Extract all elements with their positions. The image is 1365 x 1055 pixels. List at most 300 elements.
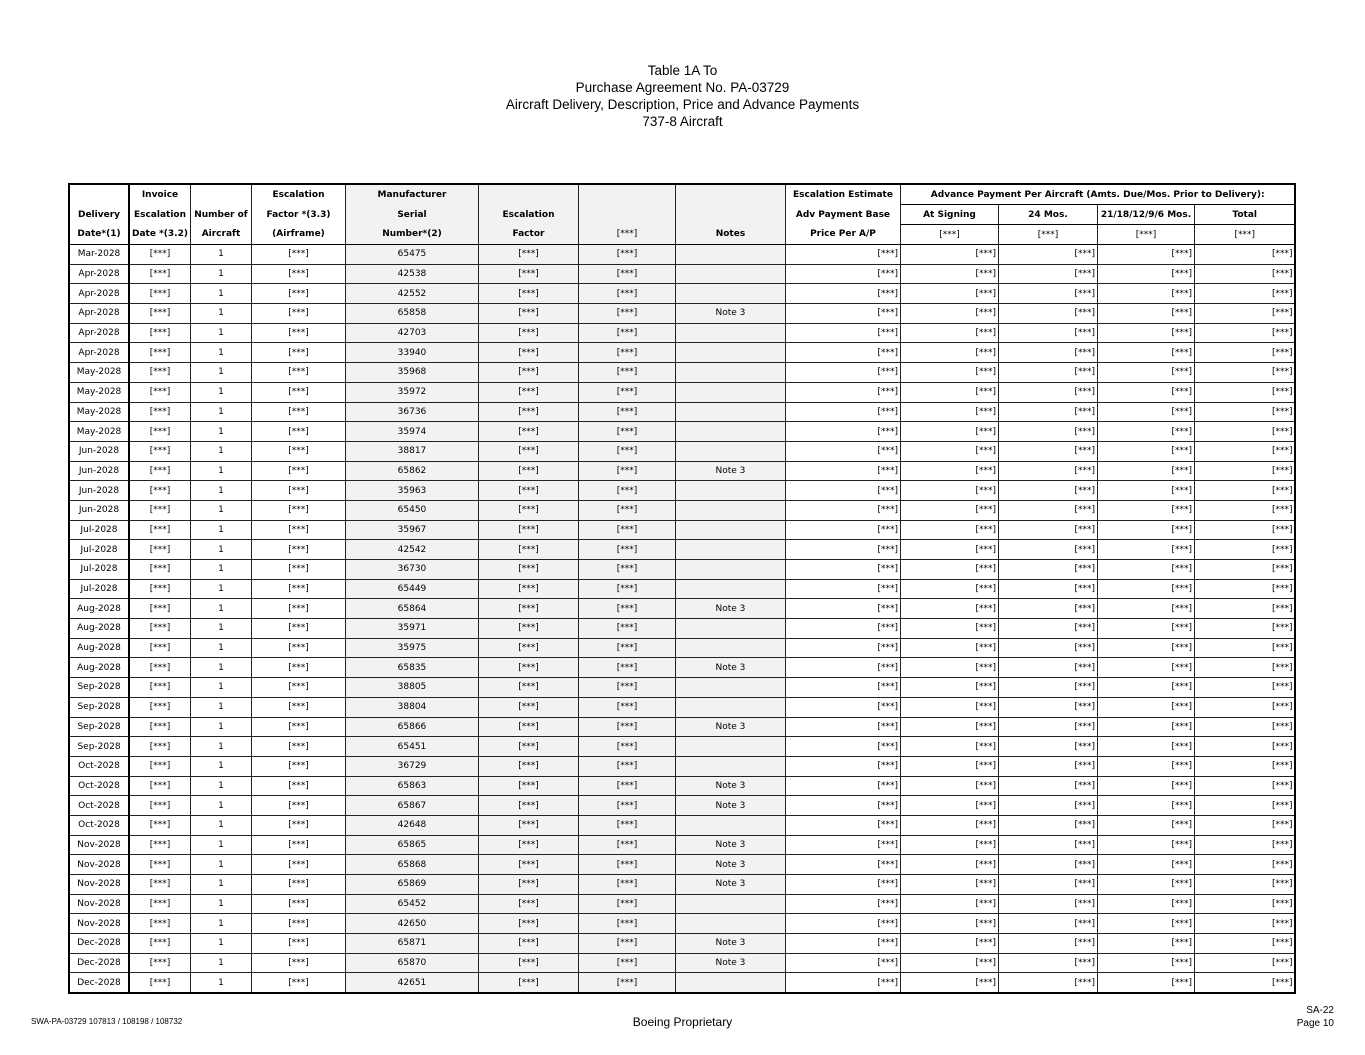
escalation-factor-airframe-cell: [***] (251, 678, 345, 698)
redacted-value-cell: [***] (578, 520, 675, 540)
number-of-aircraft-cell: 1 (190, 560, 251, 580)
notes-cell (675, 343, 785, 363)
number-of-aircraft-cell: 1 (190, 934, 251, 954)
payment-24-mos-cell: [***] (998, 835, 1097, 855)
escalation-factor-cell: [***] (478, 441, 578, 461)
header-at-signing: At Signing (900, 205, 998, 225)
adv-payment-base-price-cell: [***] (785, 737, 900, 757)
at-signing-cell: [***] (900, 638, 998, 658)
invoice-escalation-date-cell: [***] (129, 934, 190, 954)
header-total-redacted: [***] (1194, 225, 1295, 245)
at-signing-cell: [***] (900, 402, 998, 422)
invoice-escalation-date-cell: [***] (129, 815, 190, 835)
escalation-factor-cell: [***] (478, 481, 578, 501)
escalation-factor-airframe-cell: [***] (251, 264, 345, 284)
adv-payment-base-price-cell: [***] (785, 855, 900, 875)
delivery-date-cell: Apr-2028 (69, 304, 129, 324)
table-row (69, 441, 1295, 461)
escalation-factor-cell: [***] (478, 363, 578, 383)
number-of-aircraft-cell: 1 (190, 245, 251, 265)
redacted-value-cell: [***] (578, 323, 675, 343)
total-cell: [***] (1194, 560, 1295, 580)
redacted-value-cell: [***] (578, 973, 675, 993)
table-row (69, 678, 1295, 698)
redacted-value-cell: [***] (578, 540, 675, 560)
payment-24-mos-cell: [***] (998, 599, 1097, 619)
table-row (69, 796, 1295, 816)
invoice-escalation-date-cell: [***] (129, 402, 190, 422)
escalation-factor-cell: [***] (478, 284, 578, 304)
notes-cell (675, 363, 785, 383)
delivery-date-cell: Jun-2028 (69, 500, 129, 520)
payment-21-18-12-9-6-mos-cell: [***] (1097, 717, 1194, 737)
escalation-factor-airframe-cell: [***] (251, 481, 345, 501)
payment-24-mos-cell: [***] (998, 638, 1097, 658)
adv-payment-base-price-cell: [***] (785, 560, 900, 580)
escalation-factor-airframe-cell: [***] (251, 461, 345, 481)
adv-payment-base-price-cell: [***] (785, 481, 900, 501)
number-of-aircraft-cell: 1 (190, 304, 251, 324)
delivery-date-cell: Jul-2028 (69, 540, 129, 560)
adv-payment-base-price-cell: [***] (785, 835, 900, 855)
invoice-escalation-date-cell: [***] (129, 697, 190, 717)
notes-cell (675, 245, 785, 265)
payment-24-mos-cell: [***] (998, 284, 1097, 304)
notes-cell (675, 422, 785, 442)
total-cell: [***] (1194, 402, 1295, 422)
table-row (69, 914, 1295, 934)
number-of-aircraft-cell: 1 (190, 520, 251, 540)
payment-24-mos-cell: [***] (998, 776, 1097, 796)
payment-24-mos-cell: [***] (998, 914, 1097, 934)
header-esc-airframe: Factor *(3.3) (251, 205, 345, 225)
header-serial: Serial (345, 205, 478, 225)
invoice-escalation-date-cell: [***] (129, 776, 190, 796)
escalation-factor-cell: [***] (478, 304, 578, 324)
header-number (190, 184, 251, 205)
at-signing-cell: [***] (900, 678, 998, 698)
at-signing-cell: [***] (900, 875, 998, 895)
footer-proprietary: Boeing Proprietary (632, 1015, 733, 1029)
total-cell: [***] (1194, 245, 1295, 265)
invoice-escalation-date-cell: [***] (129, 304, 190, 324)
invoice-escalation-date-cell: [***] (129, 638, 190, 658)
adv-payment-base-price-cell: [***] (785, 520, 900, 540)
number-of-aircraft-cell: 1 (190, 756, 251, 776)
number-of-aircraft-cell: 1 (190, 500, 251, 520)
delivery-date-cell: Dec-2028 (69, 953, 129, 973)
header-21-18-12-9-6-mos: 21/18/12/9/6 Mos. (1097, 205, 1194, 225)
delivery-date-cell: Jul-2028 (69, 579, 129, 599)
adv-payment-base-price-cell: [***] (785, 953, 900, 973)
payment-24-mos-cell: [***] (998, 737, 1097, 757)
payment-21-18-12-9-6-mos-cell: [***] (1097, 835, 1194, 855)
serial-number-cell: 65449 (345, 579, 478, 599)
invoice-escalation-date-cell: [***] (129, 737, 190, 757)
escalation-factor-airframe-cell: [***] (251, 579, 345, 599)
at-signing-cell: [***] (900, 579, 998, 599)
table-row (69, 953, 1295, 973)
adv-payment-base-price-cell: [***] (785, 875, 900, 895)
payment-24-mos-cell: [***] (998, 756, 1097, 776)
escalation-factor-cell: [***] (478, 540, 578, 560)
escalation-factor-cell: [***] (478, 776, 578, 796)
header-redacted (578, 184, 675, 205)
escalation-factor-cell: [***] (478, 796, 578, 816)
delivery-date-cell: Sep-2028 (69, 717, 129, 737)
serial-number-cell: 65869 (345, 875, 478, 895)
payment-21-18-12-9-6-mos-cell: [***] (1097, 304, 1194, 324)
total-cell: [***] (1194, 520, 1295, 540)
payment-24-mos-cell: [***] (998, 304, 1097, 324)
redacted-value-cell: [***] (578, 402, 675, 422)
number-of-aircraft-cell: 1 (190, 264, 251, 284)
invoice-escalation-date-cell: [***] (129, 619, 190, 639)
invoice-escalation-date-cell: [***] (129, 382, 190, 402)
table-row (69, 697, 1295, 717)
payment-21-18-12-9-6-mos-cell: [***] (1097, 284, 1194, 304)
number-of-aircraft-cell: 1 (190, 461, 251, 481)
redacted-value-cell: [***] (578, 717, 675, 737)
payment-21-18-12-9-6-mos-cell: [***] (1097, 323, 1194, 343)
total-cell: [***] (1194, 835, 1295, 855)
payment-24-mos-cell: [***] (998, 717, 1097, 737)
notes-cell: Note 3 (675, 658, 785, 678)
total-cell: [***] (1194, 343, 1295, 363)
escalation-factor-airframe-cell: [***] (251, 756, 345, 776)
notes-cell: Note 3 (675, 953, 785, 973)
adv-payment-base-price-cell: [***] (785, 697, 900, 717)
table-row (69, 363, 1295, 383)
notes-cell (675, 737, 785, 757)
notes-cell (675, 284, 785, 304)
number-of-aircraft-cell: 1 (190, 343, 251, 363)
redacted-value-cell: [***] (578, 579, 675, 599)
serial-number-cell: 38805 (345, 678, 478, 698)
total-cell: [***] (1194, 697, 1295, 717)
table-row (69, 855, 1295, 875)
payment-24-mos-cell: [***] (998, 481, 1097, 501)
delivery-date-cell: Jun-2028 (69, 441, 129, 461)
escalation-factor-airframe-cell: [***] (251, 717, 345, 737)
at-signing-cell: [***] (900, 717, 998, 737)
escalation-factor-airframe-cell: [***] (251, 500, 345, 520)
redacted-value-cell: [***] (578, 875, 675, 895)
invoice-escalation-date-cell: [***] (129, 914, 190, 934)
total-cell: [***] (1194, 756, 1295, 776)
total-cell: [***] (1194, 363, 1295, 383)
payment-21-18-12-9-6-mos-cell: [***] (1097, 560, 1194, 580)
redacted-value-cell: [***] (578, 855, 675, 875)
invoice-escalation-date-cell: [***] (129, 855, 190, 875)
at-signing-cell: [***] (900, 304, 998, 324)
delivery-date-cell: Sep-2028 (69, 678, 129, 698)
title-line-4: 737-8 Aircraft (642, 114, 723, 129)
serial-number-cell: 42542 (345, 540, 478, 560)
escalation-factor-cell: [***] (478, 815, 578, 835)
payment-24-mos-cell: [***] (998, 953, 1097, 973)
delivery-date-cell: May-2028 (69, 402, 129, 422)
header-delivery: Delivery (69, 205, 129, 225)
invoice-escalation-date-cell: [***] (129, 540, 190, 560)
payment-24-mos-cell: [***] (998, 461, 1097, 481)
escalation-factor-airframe-cell: [***] (251, 540, 345, 560)
number-of-aircraft-cell: 1 (190, 678, 251, 698)
header-serial: Manufacturer (345, 184, 478, 205)
at-signing-cell: [***] (900, 658, 998, 678)
invoice-escalation-date-cell: [***] (129, 973, 190, 993)
total-cell: [***] (1194, 304, 1295, 324)
adv-payment-base-price-cell: [***] (785, 599, 900, 619)
redacted-value-cell: [***] (578, 500, 675, 520)
notes-cell (675, 481, 785, 501)
redacted-value-cell: [***] (578, 914, 675, 934)
adv-payment-base-price-cell: [***] (785, 245, 900, 265)
table-row (69, 579, 1295, 599)
payment-21-18-12-9-6-mos-cell: [***] (1097, 638, 1194, 658)
number-of-aircraft-cell: 1 (190, 638, 251, 658)
escalation-factor-airframe-cell: [***] (251, 875, 345, 895)
serial-number-cell: 65862 (345, 461, 478, 481)
payment-21-18-12-9-6-mos-cell: [***] (1097, 855, 1194, 875)
delivery-date-cell: Jun-2028 (69, 481, 129, 501)
serial-number-cell: 65863 (345, 776, 478, 796)
payment-24-mos-cell: [***] (998, 500, 1097, 520)
escalation-factor-cell: [***] (478, 697, 578, 717)
adv-payment-base-price-cell: [***] (785, 914, 900, 934)
delivery-date-cell: Aug-2028 (69, 599, 129, 619)
redacted-value-cell: [***] (578, 422, 675, 442)
serial-number-cell: 35967 (345, 520, 478, 540)
notes-cell: Note 3 (675, 875, 785, 895)
payment-21-18-12-9-6-mos-cell: [***] (1097, 914, 1194, 934)
invoice-escalation-date-cell: [***] (129, 796, 190, 816)
table-row (69, 756, 1295, 776)
total-cell: [***] (1194, 717, 1295, 737)
adv-payment-base-price-cell: [***] (785, 500, 900, 520)
serial-number-cell: 35975 (345, 638, 478, 658)
header-notes (675, 205, 785, 225)
serial-number-cell: 65866 (345, 717, 478, 737)
table-row (69, 382, 1295, 402)
total-cell: [***] (1194, 481, 1295, 501)
escalation-factor-airframe-cell: [***] (251, 815, 345, 835)
invoice-escalation-date-cell: [***] (129, 717, 190, 737)
at-signing-cell: [***] (900, 363, 998, 383)
total-cell: [***] (1194, 284, 1295, 304)
at-signing-cell: [***] (900, 815, 998, 835)
delivery-date-cell: Apr-2028 (69, 284, 129, 304)
total-cell: [***] (1194, 422, 1295, 442)
escalation-factor-airframe-cell: [***] (251, 323, 345, 343)
escalation-factor-airframe-cell: [***] (251, 776, 345, 796)
payment-24-mos-cell: [***] (998, 540, 1097, 560)
at-signing-cell: [***] (900, 737, 998, 757)
number-of-aircraft-cell: 1 (190, 579, 251, 599)
table-row (69, 560, 1295, 580)
table-row (69, 481, 1295, 501)
table-row (69, 658, 1295, 678)
header-number: Aircraft (190, 225, 251, 245)
adv-payment-base-price-cell: [***] (785, 717, 900, 737)
adv-payment-base-price-cell: [***] (785, 343, 900, 363)
delivery-date-cell: Dec-2028 (69, 934, 129, 954)
delivery-date-cell: Apr-2028 (69, 343, 129, 363)
total-cell: [***] (1194, 658, 1295, 678)
notes-cell (675, 402, 785, 422)
adv-payment-base-price-cell: [***] (785, 382, 900, 402)
payment-24-mos-cell: [***] (998, 934, 1097, 954)
serial-number-cell: 65452 (345, 894, 478, 914)
header-estimate: Adv Payment Base (785, 205, 900, 225)
notes-cell (675, 914, 785, 934)
notes-cell: Note 3 (675, 934, 785, 954)
delivery-date-cell: Nov-2028 (69, 875, 129, 895)
number-of-aircraft-cell: 1 (190, 717, 251, 737)
header-estimate: Escalation Estimate (785, 184, 900, 205)
escalation-factor-airframe-cell: [***] (251, 599, 345, 619)
header-esc-airframe: (Airframe) (251, 225, 345, 245)
payment-24-mos-cell: [***] (998, 343, 1097, 363)
adv-payment-base-price-cell: [***] (785, 658, 900, 678)
number-of-aircraft-cell: 1 (190, 402, 251, 422)
notes-cell (675, 264, 785, 284)
table-row (69, 599, 1295, 619)
at-signing-cell: [***] (900, 756, 998, 776)
escalation-factor-cell: [***] (478, 894, 578, 914)
header-delivery (69, 184, 129, 205)
escalation-factor-cell: [***] (478, 953, 578, 973)
number-of-aircraft-cell: 1 (190, 776, 251, 796)
redacted-value-cell: [***] (578, 363, 675, 383)
escalation-factor-airframe-cell: [***] (251, 638, 345, 658)
payment-21-18-12-9-6-mos-cell: [***] (1097, 756, 1194, 776)
at-signing-cell: [***] (900, 953, 998, 973)
delivery-date-cell: May-2028 (69, 382, 129, 402)
serial-number-cell: 35963 (345, 481, 478, 501)
serial-number-cell: 42538 (345, 264, 478, 284)
escalation-factor-airframe-cell: [***] (251, 796, 345, 816)
total-cell: [***] (1194, 264, 1295, 284)
table-row (69, 520, 1295, 540)
serial-number-cell: 42651 (345, 973, 478, 993)
header-24-mos: 24 Mos. (998, 205, 1097, 225)
total-cell: [***] (1194, 540, 1295, 560)
notes-cell (675, 756, 785, 776)
aircraft-delivery-table (68, 183, 1296, 994)
number-of-aircraft-cell: 1 (190, 599, 251, 619)
invoice-escalation-date-cell: [***] (129, 245, 190, 265)
payment-24-mos-cell: [***] (998, 323, 1097, 343)
invoice-escalation-date-cell: [***] (129, 560, 190, 580)
serial-number-cell: 65450 (345, 500, 478, 520)
delivery-date-cell: Oct-2028 (69, 815, 129, 835)
serial-number-cell: 65868 (345, 855, 478, 875)
table-row (69, 343, 1295, 363)
number-of-aircraft-cell: 1 (190, 737, 251, 757)
payment-21-18-12-9-6-mos-cell: [***] (1097, 737, 1194, 757)
escalation-factor-cell: [***] (478, 422, 578, 442)
escalation-factor-cell: [***] (478, 973, 578, 993)
at-signing-cell: [***] (900, 481, 998, 501)
footer-page-info (1297, 1004, 1334, 1030)
invoice-escalation-date-cell: [***] (129, 284, 190, 304)
notes-cell: Note 3 (675, 304, 785, 324)
notes-cell (675, 815, 785, 835)
adv-payment-base-price-cell: [***] (785, 973, 900, 993)
number-of-aircraft-cell: 1 (190, 796, 251, 816)
escalation-factor-cell: [***] (478, 520, 578, 540)
table-row (69, 461, 1295, 481)
payment-21-18-12-9-6-mos-cell: [***] (1097, 776, 1194, 796)
header-serial: Number*(2) (345, 225, 478, 245)
payment-21-18-12-9-6-mos-cell: [***] (1097, 520, 1194, 540)
payment-24-mos-cell: [***] (998, 658, 1097, 678)
redacted-value-cell: [***] (578, 815, 675, 835)
redacted-value-cell: [***] (578, 953, 675, 973)
total-cell: [***] (1194, 815, 1295, 835)
footer-page-number: Page 10 (1296, 1018, 1334, 1029)
adv-payment-base-price-cell: [***] (785, 638, 900, 658)
at-signing-cell: [***] (900, 461, 998, 481)
delivery-date-cell: Aug-2028 (69, 658, 129, 678)
payment-21-18-12-9-6-mos-cell: [***] (1097, 579, 1194, 599)
payment-24-mos-cell: [***] (998, 619, 1097, 639)
table-row (69, 776, 1295, 796)
header-invoice: Escalation (129, 205, 190, 225)
redacted-value-cell: [***] (578, 756, 675, 776)
adv-payment-base-price-cell: [***] (785, 579, 900, 599)
payment-24-mos-cell: [***] (998, 796, 1097, 816)
escalation-factor-airframe-cell: [***] (251, 245, 345, 265)
delivery-date-cell: Jul-2028 (69, 520, 129, 540)
table-row (69, 619, 1295, 639)
delivery-date-cell: Oct-2028 (69, 756, 129, 776)
serial-number-cell: 42703 (345, 323, 478, 343)
payment-21-18-12-9-6-mos-cell: [***] (1097, 894, 1194, 914)
payment-24-mos-cell: [***] (998, 382, 1097, 402)
table-row (69, 245, 1295, 265)
notes-cell (675, 638, 785, 658)
at-signing-cell: [***] (900, 619, 998, 639)
escalation-factor-airframe-cell: [***] (251, 914, 345, 934)
table-row (69, 638, 1295, 658)
total-cell: [***] (1194, 323, 1295, 343)
escalation-factor-cell: [***] (478, 678, 578, 698)
payment-21-18-12-9-6-mos-cell: [***] (1097, 363, 1194, 383)
escalation-factor-cell: [***] (478, 343, 578, 363)
invoice-escalation-date-cell: [***] (129, 894, 190, 914)
escalation-factor-cell: [***] (478, 914, 578, 934)
header-notes (675, 184, 785, 205)
serial-number-cell: 35972 (345, 382, 478, 402)
payment-24-mos-cell: [***] (998, 815, 1097, 835)
total-cell: [***] (1194, 855, 1295, 875)
at-signing-cell: [***] (900, 560, 998, 580)
escalation-factor-airframe-cell: [***] (251, 363, 345, 383)
at-signing-cell: [***] (900, 796, 998, 816)
payment-21-18-12-9-6-mos-cell: [***] (1097, 245, 1194, 265)
number-of-aircraft-cell: 1 (190, 973, 251, 993)
redacted-value-cell: [***] (578, 658, 675, 678)
serial-number-cell: 35974 (345, 422, 478, 442)
serial-number-cell: 65858 (345, 304, 478, 324)
escalation-factor-cell: [***] (478, 323, 578, 343)
notes-cell (675, 973, 785, 993)
payment-21-18-12-9-6-mos-cell: [***] (1097, 343, 1194, 363)
table-row (69, 402, 1295, 422)
at-signing-cell: [***] (900, 264, 998, 284)
